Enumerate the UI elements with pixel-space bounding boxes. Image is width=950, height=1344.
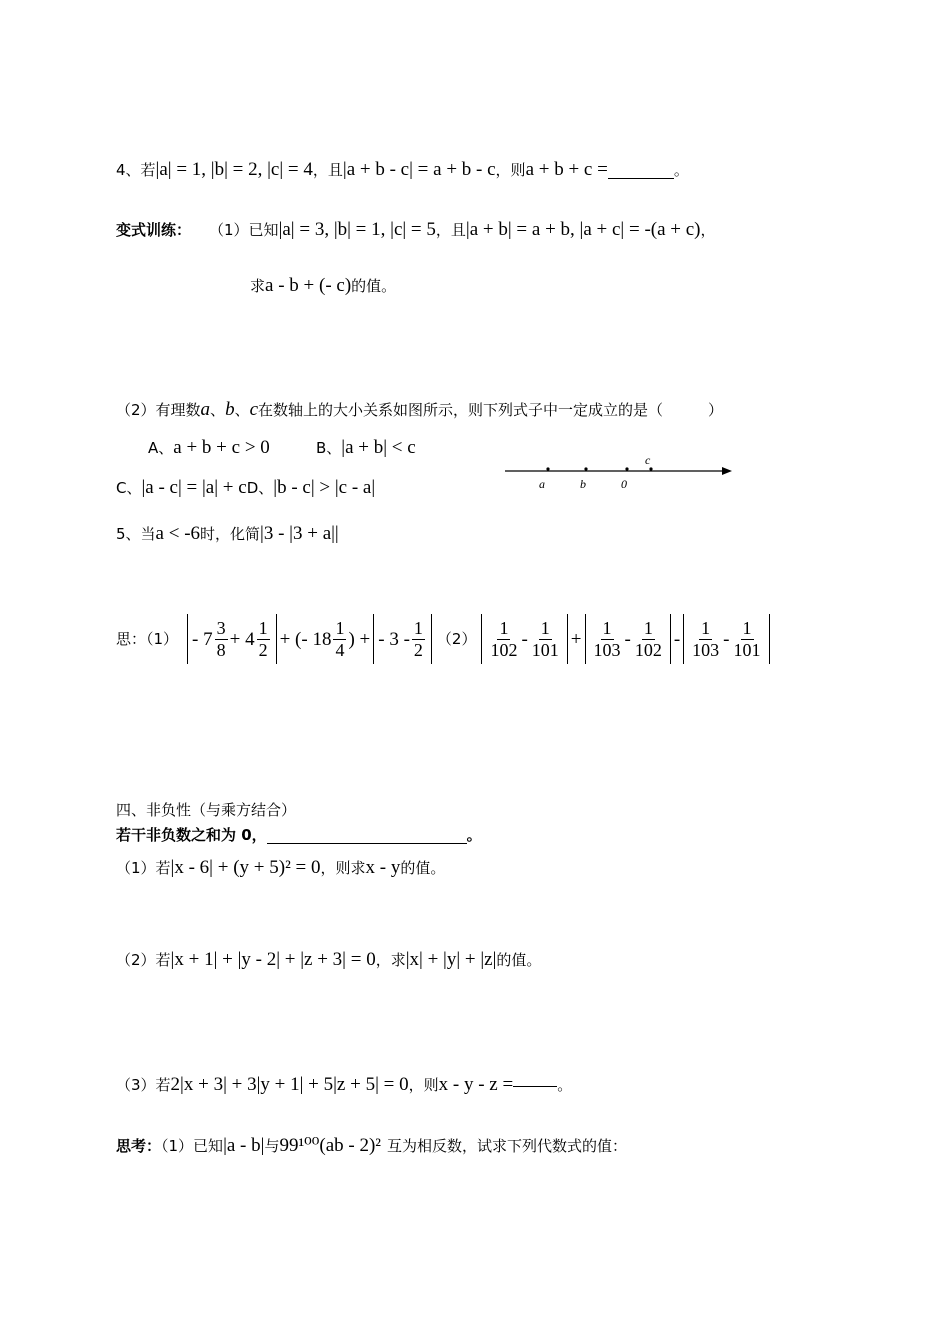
variant-p1-end: 的值。 (351, 277, 397, 295)
sec4-p1-mid: ，则求 (320, 859, 366, 877)
q5-line (116, 524, 339, 543)
sec4-fill-prefix: 若干非负数之和为 0， (116, 826, 267, 844)
sec4-p1-line (116, 858, 445, 877)
q5-expr: |3 - |3 + a|| (260, 523, 339, 544)
label-a: a (539, 477, 545, 491)
sec4-p2-ask: |x| + |y| + |z| (405, 949, 497, 970)
var-a: a (200, 399, 211, 420)
sec4-fill-blank[interactable] (267, 828, 467, 844)
q5-mid: 时，化简 (200, 525, 261, 543)
abs-group-4: $\frac{1}{103}$ - $\frac{1}{102}$ (585, 614, 671, 664)
sec4-p2-expr: |x + 1| + |y - 2| + |z + 3| = 0 (170, 949, 376, 970)
variant-p1-cond2: |a + b| = a + b, |a + c| = -(a + c) (465, 219, 701, 240)
label-0: 0 (621, 477, 627, 491)
variant-p1-mid: ，且 (435, 221, 466, 239)
sec4-p1-prefix: （1）若 (116, 859, 171, 877)
think1-expr2: $\frac{1}{102}$ - $\frac{1}{101}$ + $\frac{1}{103}$ - $\frac{1}{102}$ - $\frac{1}{103}$ - $\frac{1}{101}$ (478, 614, 772, 664)
sec4-p3-mid: ，则 (408, 1076, 439, 1094)
opt-c-label: C、 (116, 479, 142, 497)
variant-p1-ask: 求 (250, 277, 266, 295)
opt-c-expr: |a - c| = |a| + c (141, 477, 247, 498)
point-0 (625, 467, 628, 470)
sec4-p2-end: 的值。 (496, 951, 542, 969)
q4-then: ，则 (495, 161, 526, 179)
point-a (546, 467, 549, 470)
label-c: c (645, 453, 651, 467)
sec4-p3-line (116, 1075, 572, 1094)
sec4-title (116, 803, 296, 818)
abs-group-3: $\frac{1}{102}$ - $\frac{1}{101}$ (481, 614, 567, 664)
opt-a-expr: a + b + c > 0 (173, 437, 270, 458)
variant-p1-comma: ， (700, 221, 716, 239)
label-b: b (580, 477, 586, 491)
variant-p2-text-d: 在数轴上的大小关系如图所示，则下列式子中一定成立的是（ ） (258, 401, 724, 419)
variant-p2-text-a: （2）有理数 (116, 401, 201, 419)
think1-label: 思：（1） (116, 629, 179, 648)
think2-expr1: |a - b| (223, 1135, 265, 1156)
point-c (649, 467, 652, 470)
q5-prefix: 5、当 (116, 525, 156, 543)
think1-line (116, 614, 773, 664)
q5-cond: a < -6 (155, 523, 201, 544)
number-line (500, 452, 740, 492)
variant-p2-line (116, 400, 723, 419)
think2-line (116, 1136, 627, 1155)
sec4-p2-prefix: （2）若 (116, 951, 171, 969)
q4-cond1: |a| = 1, |b| = 2, |c| = 4 (155, 159, 313, 180)
abs-group-5: $\frac{1}{103}$ - $\frac{1}{101}$ (683, 614, 769, 664)
q4-answer-blank[interactable] (608, 163, 674, 179)
options-ab-line (148, 438, 270, 457)
q4-cond2: |a + b - c| = a + b - c (342, 159, 496, 180)
variant-p1-cond1: |a| = 3, |b| = 1, |c| = 5 (278, 219, 436, 240)
var-b: b (225, 399, 235, 420)
point-b (584, 467, 587, 470)
sec4-p1-end: 的值。 (400, 859, 446, 877)
think2-with: 与 (264, 1137, 280, 1155)
sec4-p3-blank[interactable] (513, 1086, 557, 1087)
opt-b-label: B、 (316, 439, 342, 457)
var-c: c (249, 399, 259, 420)
number-line-arrow-icon (722, 467, 732, 475)
variant-p1-prefix: （1）已知 (209, 221, 279, 239)
sec4-p1-ask: x - y (365, 857, 401, 878)
sec4-fill-end: 。 (466, 826, 482, 844)
sec4-p3-end: 。 (557, 1076, 573, 1094)
options-b-line (316, 438, 416, 457)
variant-line-2 (250, 276, 396, 295)
opt-b-expr: |a + b| < c (341, 437, 416, 458)
sec4-p2-line (116, 950, 541, 969)
abs-group-2: - 3 - $\frac{1}{2}$ (373, 614, 432, 664)
sec4-title-text: 四、非负性（与乘方结合） (116, 801, 297, 819)
sec4-p3-prefix: （3）若 (116, 1076, 171, 1094)
sec4-fill-line (116, 828, 482, 844)
sec4-p3-expr: 2|x + 3| + 3|y + 1| + 5|z + 5| = 0 (170, 1074, 409, 1095)
think2-label: 思考： (116, 1137, 162, 1155)
sec4-p2-mid: ，求 (375, 951, 406, 969)
opt-d-expr: |b - c| > |c - a| (273, 477, 376, 498)
variant-line-1 (116, 220, 716, 239)
think2-text-a: （1）已知 (161, 1137, 224, 1155)
q4-expr: a + b + c = (525, 159, 608, 180)
q4-line (116, 160, 689, 179)
think1-p2: （2） (436, 629, 477, 648)
options-cd-line (116, 478, 375, 497)
variant-p1-expr: a - b + (- c) (265, 275, 352, 296)
sec4-p3-ask: x - y - z = (438, 1074, 514, 1095)
variant-p2-text-c: 、 (234, 401, 250, 419)
sec4-p1-expr: |x - 6| + (y + 5)² = 0 (170, 857, 321, 878)
think2-text-b: 互为相反数，试求下列代数式的值： (387, 1137, 628, 1155)
q4-mid: ，且 (312, 161, 343, 179)
q4-prefix: 4、若 (116, 161, 156, 179)
opt-d-label: D、 (246, 479, 274, 497)
opt-a-label: A、 (148, 439, 174, 457)
abs-group-1: - 7 $\frac{3}{8}$ + 4 $\frac{1}{2}$ (187, 614, 277, 664)
q4-end: 。 (673, 161, 689, 179)
think1-expr1: - 7 $\frac{3}{8}$ + 4 $\frac{1}{2}$ + (- 18 $\frac{1}{4}$ ) + - 3 - $\frac{1}{2}$ (184, 614, 435, 664)
think2-expr2: 99¹⁰⁰(ab - 2)² (279, 1135, 381, 1156)
variant-p2-text-b: 、 (210, 401, 226, 419)
variant-title: 变式训练： (116, 221, 192, 239)
